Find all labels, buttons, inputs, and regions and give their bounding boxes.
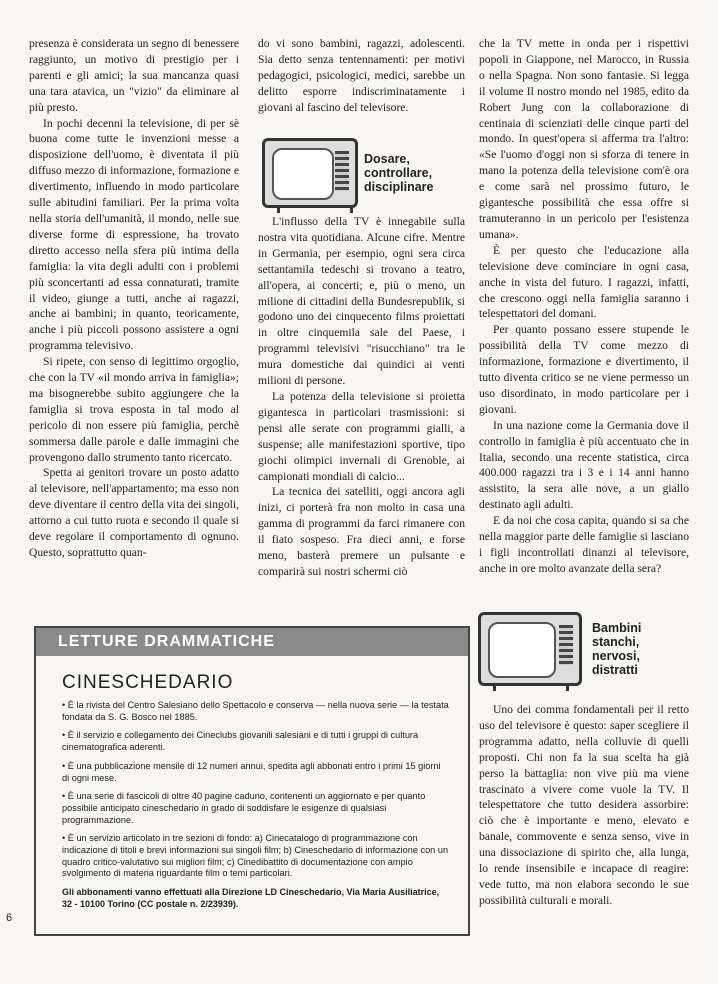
- television-icon: [478, 612, 582, 686]
- paragraph: Per quanto possano essere stupende le possibilità della TV come mezzo di informazione, formazione e divertimento, il tutto diventa critico se ne viene permesso un uso disordinato, in modo particolare per i giovani.: [479, 323, 689, 416]
- column-2: [258, 214, 465, 580]
- section-heading-dosare: [262, 138, 444, 208]
- section-title: Dosare, controllare, disciplinare: [364, 152, 434, 194]
- list-item: • È la rivista del Centro Salesiano dello Spettacolo e conserva — nella nuova serie — la testata fondata da S. G. Bosco nel 1885.: [62, 700, 449, 722]
- paragraph: Si ripete, con senso di legittimo orgoglio, che con la TV «il mondo arriva in famiglia»; ma bisognerebbe subito aggiungere che la famiglia si trova esposta in tal modo al pericolo di non essere più famiglia, perchè sommersa dalle parole e dalle immagini che provengono dallo strumento tanto ricercato.: [29, 355, 239, 464]
- paragraph: In una nazione come la Germania dove il controllo in famiglia è più accentuato che in Italia, secondo una recente statistica, circa 400.000 ragazzi tra i 3 e i 14 anni hanno assistito, la sera alle nove, a un giallo destinato agli adulti.: [479, 418, 689, 512]
- section-title: Bambini stanchi, nervosi, distratti: [592, 621, 642, 677]
- television-icon: [262, 138, 358, 208]
- column-2-top: [258, 36, 465, 116]
- list-item: • È il servizio e collegamento dei Cineclubs giovanili salesiani e di tutti i gruppi di cultura cinematografica aderenti.: [62, 730, 419, 753]
- paragraph: La potenza della televisione si proietta gigantesca in particolari trasmissioni: si pensi alle serate con programmi gialli, a suspense; alle manifestazioni sportive, tipo giochi olimpici invernali di Grenoble, ai campionati mondiali di calcio...: [258, 389, 465, 483]
- box-header: LETTURE DRAMMATICHE: [36, 628, 468, 656]
- paragraph: In pochi decenni la televisione, di per sè buona come tutte le invenzioni messe a disposizione dell'uomo, è diventata il più diffuso mezzo di informazione, formazione e divertimento, influendo in modo particolare sulle abitudini familiari. Per la prima volta nella storia dell'umanità, il mondo, nelle sue diverse forme di espressione, ha trovato diretto accesso nella sfera più intima della famiglia: la vita degli adulti con i problemi più sconcertanti ad essa connaturati, tramite il video, giunge a tutti, anche ai ragazzi, anche ai bambini; in quanto, teoricamente, anche i più piccoli possono assistere a ogni programma televisivo.: [29, 116, 239, 353]
- paragraph: È per questo che l'educazione alla televisione deve cominciare in ogni casa, anche in vista del futuro. I ragazzi, infatti, che crescono oggi nella famiglia saranno i telespettatori del domani.: [479, 243, 689, 321]
- list-item: • È una pubblicazione mensile di 12 numeri annui, spedita agli abbonati entro i primi 15 giorni di ogni mese.: [62, 760, 441, 783]
- paragraph: do vi sono bambini, ragazzi, adolescenti. Sia detto senza tentennamenti: per motivi pedagogici, psicologici, medici, sarebbe un delitto esporre indiscriminatamente i giovani al fascino del televisore.: [258, 37, 465, 114]
- paragraph: L'influsso della TV è innegabile sulla nostra vita quotidiana. Alcune cifre. Mentre in Germania, per esempio, ogni sera circa settantamila tedeschi si trovano a teatro, all'opera, ai concerti; e, più o meno, un milione di cittadini della Bundesrepublik, si godono uno dei cinquecento films proiettati in oltre cinquemila sale del Paese, i programmi televisivi "risucchiano" tra le mura domestiche dai quindici ai venti milioni di persone.: [258, 215, 465, 388]
- advertisement-box: [34, 626, 470, 936]
- box-title: CINESCHEDARIO: [62, 672, 234, 693]
- column-3-bottom: [479, 702, 689, 909]
- box-footer: Gli abbonamenti vanno effettuati alla Direzione LD Cineschedario, Via Maria Ausiliatrice, 32 - 10100 Torino (CC postale n. 2/23939).: [62, 887, 440, 909]
- section-heading-bambini: [478, 612, 672, 686]
- paragraph: Spetta ai genitori trovare un posto adatto al televisore, nell'appartamento; ma esso non deve diventare il centro della vita dei singoli, attorno a cui tutto ruota e secondo il quale si deve regolare il comportamento di ognuno. Questo, soprattutto quan-: [29, 466, 239, 559]
- list-item: • È una serie di fascicoli di oltre 40 pagine caduno, contenenti un aggiornato e per quanto possibile anticipato cineschedario in grado di soddisfare le esigenze di qualsiasi programmazione.: [62, 791, 426, 825]
- column-3: [479, 36, 689, 577]
- paragraph: Uno dei comma fondamentali per il retto uso del televisore è questo: saper scegliere il programma adatto, nella colluvie di quelli proposti. Chi non fa la sua scelta ha già perso la battaglia: non vive più ma viene trascinato a vivere come vuole la TV. Il telespettatore che tutto desidera assorbire: ciò che è importante e meno, elevato e banale, commovente e senza senso, vive in una dissociazione di spirito che, alla lunga, lo rende insensibile e incapace di reagire: vede tutto, ma non elabora secondo le sue possibilità culturali e morali.: [479, 703, 689, 907]
- paragraph: La tecnica dei satelliti, oggi ancora agli inizi, ci porterà fra non molto in casa una gamma di programmi da farci rimanere con il fiato sospeso. Fra dieci anni, e forse meno, basterà premere un pulsante e comparirà sui nostri schermi ciò: [258, 485, 465, 578]
- paragraph: che la TV mette in onda per i rispettivi popoli in Giappone, nel Marocco, in Russia o nella Spagna. Non sono fantasie. Si legga il volume Il nostro mondo nel 1985, edito da Robert Jung con la collaborazione di centinaia di scienziati delle cinque parti del mondo. In quest'opera si afferma tra l'altro: «Se l'uomo d'oggi non si sforza di tenere in mano la potenza della televisione com'è ora e come sarà nel prossimo futuro, le gigantesche possibilità che essa offre si tramuteranno in un pericolo per l'esistenza umana».: [479, 37, 689, 241]
- page-number: 6: [6, 912, 13, 924]
- column-1: [29, 36, 239, 561]
- paragraph: E da noi che cosa capita, quando si sa che nella maggior parte delle famiglie si lasciano i figli incontrollati dinanzi al televisore, anche in ore molto avanzate della sera?: [479, 514, 689, 575]
- paragraph: presenza è considerata un segno di benessere raggiunto, un motivo di prestigio per i parenti e gli amici; la sua mancanza quasi una tara atavica, un "vizio" da eliminare al più presto.: [29, 37, 239, 114]
- list-item: • È un servizio articolato in tre sezioni di fondo: a) Cinecatalogo di programmazione con indicazione di titoli e brevi informazioni sui singoli film; b) Cineschedario di informazione con un quadro critico-valutativo sui migliori film; c) Cinedibattito di documentazione con ampio svolgimento di materia riguardante film o temi particolari.: [62, 833, 449, 879]
